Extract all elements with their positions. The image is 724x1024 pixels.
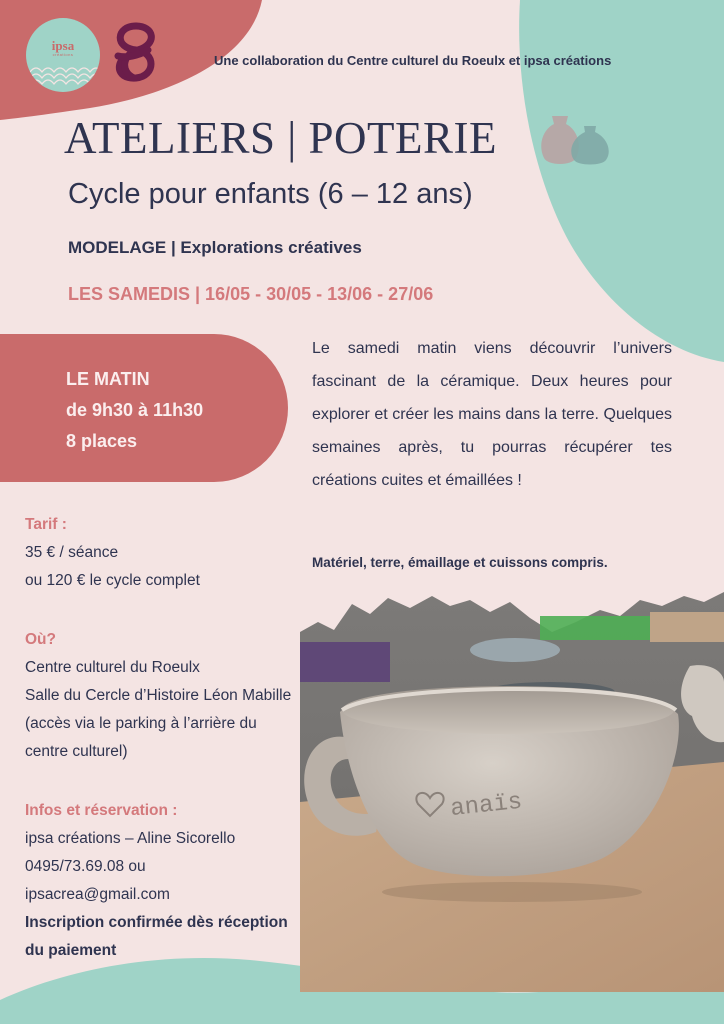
tarif-label: Tarif : [25,516,67,533]
bg-item-wood [650,612,724,642]
session-dates: LES SAMEDIS | 16/05 - 30/05 - 13/06 - 27/06 [68,284,434,304]
tarif-line-1: 35 € / séance [25,544,119,561]
description-text: Le samedi matin viens découvrir l’univers fascinant de la céramique. Deux heures pour explorer et créer les mains dans la terre. Quelques semaines après, tu pourras récupérer tes créations cuites et émaillées ! [312,340,672,489]
location-line-1: Centre culturel du Roeulx [25,659,200,676]
vase-right [571,126,608,165]
logo-brand-text: ipsa [51,38,75,53]
contact-note: Inscription confirmée dès réception du paiement [25,914,288,959]
tarif-line-2: ou 120 € le cycle complet [25,572,200,589]
cup-stamp-text: anaïs [449,788,524,824]
page-title: ATELIERS | POTERIE [64,113,497,163]
schedule-pill [0,334,288,482]
logo-sub-text: créations [52,52,74,57]
location-section [25,626,295,766]
collaboration-text: Une collaboration du Centre culturel du Roeulx et ipsa créations [214,53,612,68]
workshop-theme: MODELAGE | Explorations créatives [68,238,362,257]
contact-section [25,797,295,965]
contact-email[interactable]: ipsacrea@gmail.com [25,886,170,903]
schedule-line-3: 8 places [66,431,138,451]
subtitle: Cycle pour enfants (6 – 12 ans) [68,178,473,210]
ipsa-logo [26,18,100,92]
bg-item-green [540,616,650,640]
location-label: Où? [25,631,56,648]
contact-label: Infos et réservation : [25,802,178,819]
pottery-photo [300,592,724,992]
contact-line-2: 0495/73.69.08 ou [25,858,146,875]
vases-icon [538,112,620,172]
included-note: Matériel, terre, émaillage et cuissons compris. [312,555,608,570]
tarif-section [25,511,295,595]
roeulx-logo-icon [108,16,164,88]
schedule-line-1: LE MATIN [66,369,150,389]
location-line-2: Salle du Cercle d’Histoire Léon Mabille (accès via le parking à l’arrière du centre culturel) [25,687,292,760]
contact-line-1: ipsa créations – Aline Sicorello [25,830,236,847]
cup-shadow [382,882,642,902]
bg-item-bowl [470,638,560,662]
schedule-line-2: de 9h30 à 11h30 [66,400,204,420]
bg-item-fabric [300,642,390,682]
